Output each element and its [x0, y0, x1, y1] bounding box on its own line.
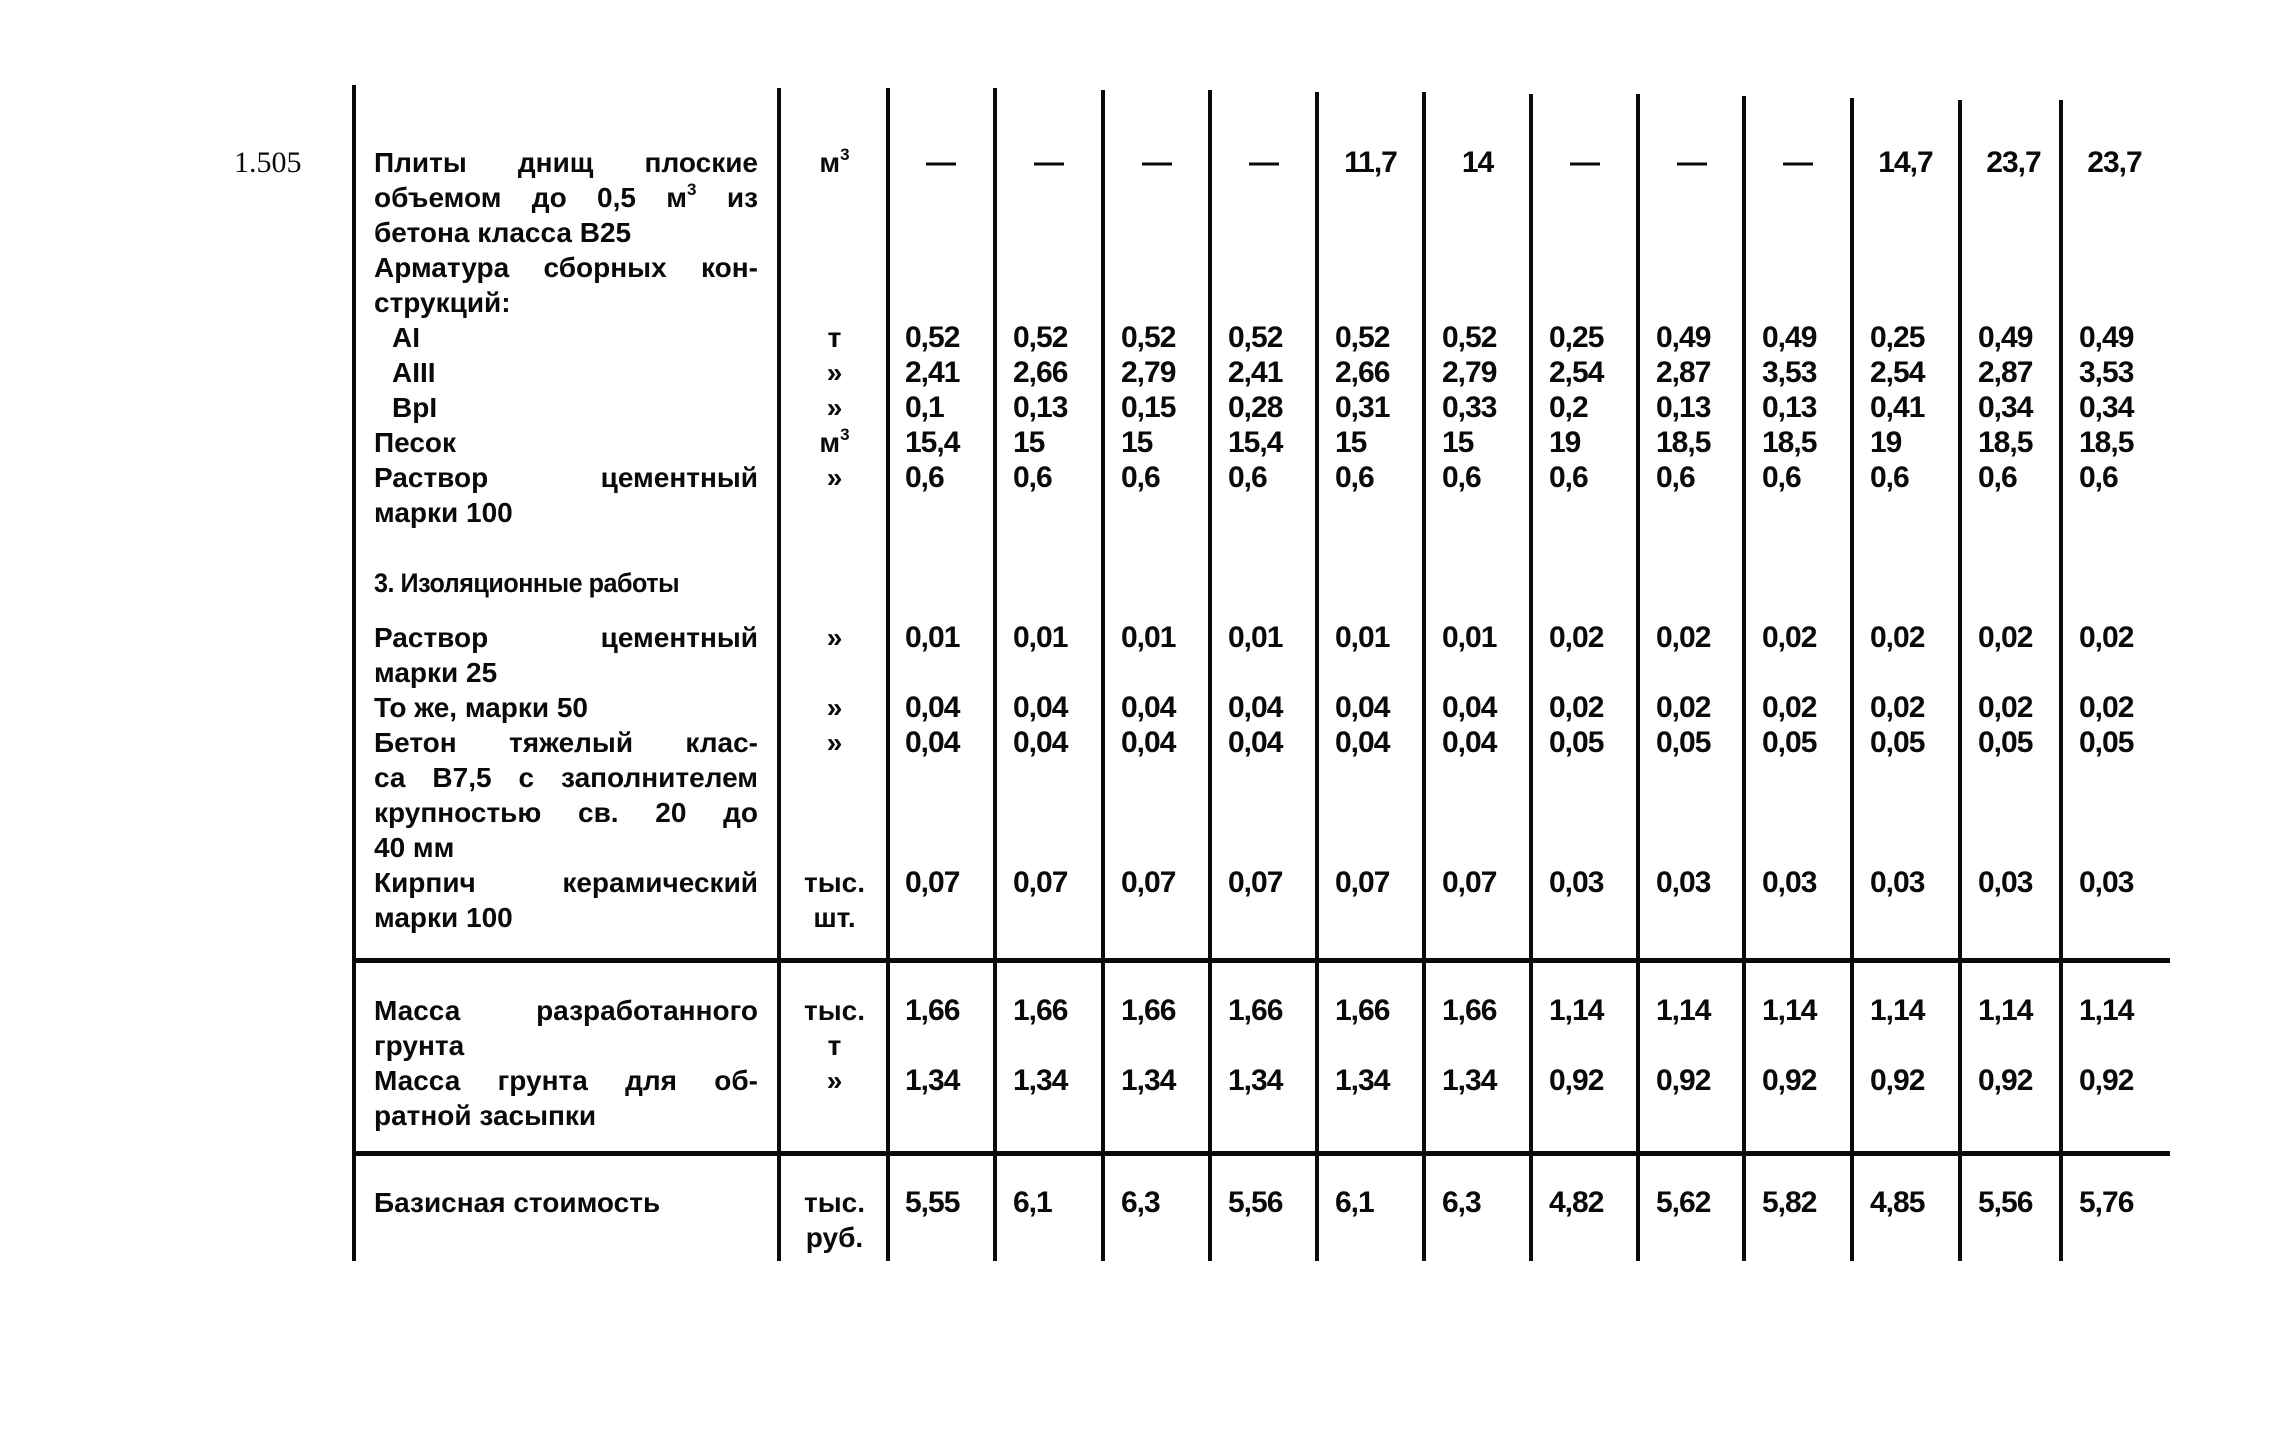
row-sand-value: 15	[1121, 426, 1153, 459]
description-line: Песок	[374, 427, 457, 458]
row-mortar-100-value: 0,6	[1870, 461, 1909, 494]
row-base-cost-value: 6,1	[1013, 1186, 1052, 1219]
description-line: Масса разработанного	[374, 995, 758, 1026]
row-brick-value: 0,03	[1549, 866, 1604, 899]
row-mortar-100-value: 0,6	[2079, 461, 2118, 494]
row-soil-backfill-value: 1,34	[1335, 1064, 1390, 1097]
row-base-cost-value: 5,56	[1978, 1186, 2033, 1219]
row-base-cost-value: 6,1	[1335, 1186, 1374, 1219]
row-concrete-value: 0,04	[1442, 726, 1497, 759]
row-brick-value: 0,03	[2079, 866, 2134, 899]
row-mortar-100-value: 0,6	[1335, 461, 1374, 494]
unit-soil-2: т	[827, 1030, 842, 1061]
row-rebar-ai-value: 0,25	[1549, 321, 1604, 354]
row-base-cost-value: 5,76	[2079, 1186, 2134, 1219]
row-base-cost-value: 5,55	[905, 1186, 960, 1219]
row-base-cost-value: 6,3	[1442, 1186, 1481, 1219]
unit-backfill: »	[826, 1065, 843, 1096]
row-sand-value: 18,5	[2079, 426, 2134, 459]
row-soil-excavated-value: 1,66	[1335, 994, 1390, 1027]
row-soil-backfill-value: 1,34	[1442, 1064, 1497, 1097]
row-rebar-ai-value: 0,49	[2079, 321, 2134, 354]
row-sand-value: 15,4	[1228, 426, 1283, 459]
description-soil	[374, 993, 758, 1133]
row-soil-excavated-value: 1,66	[1013, 994, 1068, 1027]
description-column-border	[777, 88, 781, 1261]
row-sand-value: 18,5	[1978, 426, 2033, 459]
row-slabs-value: 23,7	[2087, 146, 2142, 179]
row-rebar-bpi-value: 0,28	[1228, 391, 1283, 424]
row-slabs-value: —	[1034, 146, 1063, 179]
description-line: крупностью св. 20 до	[374, 797, 758, 828]
row-rebar-bpi-value: 0,2	[1549, 391, 1588, 424]
row-rebar-aiii-value: 2,41	[905, 356, 960, 389]
row-mortar-100-value: 0,6	[1442, 461, 1481, 494]
row-brick-value: 0,07	[1228, 866, 1283, 899]
row-sand-value: 18,5	[1656, 426, 1711, 459]
description-line: струкций:	[374, 287, 511, 318]
row-sand-value: 19	[1549, 426, 1581, 459]
row-rebar-ai-value: 0,49	[1978, 321, 2033, 354]
unit-slabs: $м^3$	[819, 145, 850, 178]
description-line: ратной засыпки	[374, 1100, 597, 1131]
row-sand-value: 19	[1870, 426, 1902, 459]
row-soil-backfill-value: 1,34	[905, 1064, 960, 1097]
description-line: Бетон тяжелый клас-	[374, 727, 758, 758]
row-rebar-aiii-value: 2,79	[1442, 356, 1497, 389]
row-mortar-50-value: 0,02	[1549, 691, 1604, 724]
row-soil-excavated-value: 1,66	[1228, 994, 1283, 1027]
unit-cost-1: тыс.	[804, 1187, 865, 1218]
row-soil-excavated-value: 1,14	[2079, 994, 2134, 1027]
description-line: грунта	[374, 1030, 465, 1061]
row-mortar-25-value: 0,02	[2079, 621, 2134, 654]
row-mortar-50-value: 0,02	[1762, 691, 1817, 724]
row-mortar-25-value: 0,02	[1549, 621, 1604, 654]
description-line: Кирпич керамический	[374, 867, 758, 898]
row-rebar-ai-value: 0,25	[1870, 321, 1925, 354]
row-mortar-50-value: 0,04	[1335, 691, 1390, 724]
unit-rebar-aiii: »	[826, 357, 843, 388]
row-rebar-ai-value: 0,49	[1762, 321, 1817, 354]
row-mortar-25-value: 0,01	[1013, 621, 1068, 654]
row-base-cost-value: 5,82	[1762, 1186, 1817, 1219]
row-soil-backfill-value: 0,92	[1656, 1064, 1711, 1097]
row-mortar-100-value: 0,6	[1656, 461, 1695, 494]
row-mortar-50-value: 0,04	[1121, 691, 1176, 724]
row-mortar-25-value: 0,01	[1335, 621, 1390, 654]
row-rebar-aiii-value: 2,54	[1549, 356, 1604, 389]
row-concrete-value: 0,05	[1549, 726, 1604, 759]
unit-concrete: »	[826, 727, 843, 758]
row-brick-value: 0,03	[1762, 866, 1817, 899]
row-soil-excavated-value: 1,14	[1762, 994, 1817, 1027]
row-rebar-bpi-value: 0,34	[1978, 391, 2033, 424]
description-line: са В7,5 с заполнителем	[374, 762, 758, 793]
row-slabs-value: —	[1142, 146, 1171, 179]
row-mortar-25-value: 0,01	[1442, 621, 1497, 654]
unit-brick-1: тыс.	[804, 867, 865, 898]
row-rebar-bpi-value: 0,34	[2079, 391, 2134, 424]
row-brick-value: 0,03	[1978, 866, 2033, 899]
row-soil-backfill-value: 0,92	[1762, 1064, 1817, 1097]
row-concrete-value: 0,05	[1978, 726, 2033, 759]
row-rebar-bpi-value: 0,15	[1121, 391, 1176, 424]
description-insulation	[374, 620, 758, 935]
row-mortar-50-value: 0,04	[905, 691, 960, 724]
row-soil-backfill-value: 0,92	[2079, 1064, 2134, 1097]
description-line: BpI	[392, 392, 438, 423]
row-rebar-bpi-value: 0,1	[905, 391, 944, 424]
section-heading: 3. Изоляционные работы	[374, 568, 680, 598]
row-mortar-25-value: 0,01	[1121, 621, 1176, 654]
row-brick-value: 0,07	[905, 866, 960, 899]
row-rebar-bpi-value: 0,33	[1442, 391, 1497, 424]
row-mortar-100-value: 0,6	[1013, 461, 1052, 494]
row-soil-backfill-value: 1,34	[1228, 1064, 1283, 1097]
row-mortar-100-value: 0,6	[1978, 461, 2017, 494]
row-mortar-25-value: 0,02	[1762, 621, 1817, 654]
description-line: объемом до 0,5 $м^3$ из	[374, 180, 758, 213]
description-line: AIII	[392, 357, 436, 388]
row-soil-excavated-value: 1,14	[1549, 994, 1604, 1027]
row-concrete-value: 0,05	[2079, 726, 2134, 759]
row-rebar-ai-value: 0,52	[1013, 321, 1068, 354]
row-slabs-value: —	[926, 146, 955, 179]
description-line: Раствор цементный	[374, 462, 758, 493]
row-slabs-value: —	[1677, 146, 1706, 179]
row-rebar-ai-value: 0,52	[1442, 321, 1497, 354]
row-slabs-value: 14,7	[1878, 146, 1933, 179]
row-soil-excavated-value: 1,66	[1442, 994, 1497, 1027]
row-slabs-value: 23,7	[1986, 146, 2041, 179]
row-mortar-50-value: 0,02	[2079, 691, 2134, 724]
unit-mortar-50: »	[826, 692, 843, 723]
row-mortar-50-value: 0,04	[1228, 691, 1283, 724]
row-rebar-ai-value: 0,52	[1228, 321, 1283, 354]
row-soil-excavated-value: 1,14	[1656, 994, 1711, 1027]
row-rebar-bpi-value: 0,41	[1870, 391, 1925, 424]
row-brick-value: 0,07	[1335, 866, 1390, 899]
description-line: Базисная стоимость	[374, 1187, 661, 1218]
description-line: Плиты днищ плоские	[374, 147, 758, 178]
row-rebar-ai-value: 0,52	[905, 321, 960, 354]
row-rebar-aiii-value: 2,41	[1228, 356, 1283, 389]
description-line: марки 100	[374, 902, 513, 933]
row-rebar-bpi-value: 0,31	[1335, 391, 1390, 424]
unit-mortar-25: »	[826, 622, 843, 653]
row-brick-value: 0,03	[1656, 866, 1711, 899]
row-concrete-value: 0,05	[1762, 726, 1817, 759]
soil-section-rule	[352, 958, 2170, 963]
row-sand-value: 15	[1335, 426, 1367, 459]
row-mortar-50-value: 0,02	[1978, 691, 2033, 724]
row-mortar-50-value: 0,02	[1656, 691, 1711, 724]
row-rebar-aiii-value: 2,87	[1978, 356, 2033, 389]
row-sand-value: 18,5	[1762, 426, 1817, 459]
row-mortar-25-value: 0,02	[1978, 621, 2033, 654]
row-brick-value: 0,07	[1013, 866, 1068, 899]
row-slabs-value: —	[1570, 146, 1599, 179]
description-line: Масса грунта для об-	[374, 1065, 758, 1096]
row-soil-excavated-value: 1,14	[1870, 994, 1925, 1027]
row-mortar-100-value: 0,6	[1549, 461, 1588, 494]
cost-section-rule	[352, 1151, 2170, 1156]
row-mortar-50-value: 0,04	[1442, 691, 1497, 724]
row-rebar-aiii-value: 2,66	[1335, 356, 1390, 389]
description-line: бетона класса В25	[374, 217, 632, 248]
row-mortar-50-value: 0,04	[1013, 691, 1068, 724]
row-soil-backfill-value: 1,34	[1121, 1064, 1176, 1097]
row-rebar-aiii-value: 2,87	[1656, 356, 1711, 389]
row-concrete-value: 0,04	[1228, 726, 1283, 759]
row-sand-value: 15	[1013, 426, 1045, 459]
row-concrete-value: 0,05	[1656, 726, 1711, 759]
row-rebar-aiii-value: 3,53	[2079, 356, 2134, 389]
description-line: марки 25	[374, 657, 498, 688]
row-mortar-100-value: 0,6	[1121, 461, 1160, 494]
row-mortar-100-value: 0,6	[1228, 461, 1267, 494]
row-rebar-aiii-value: 2,79	[1121, 356, 1176, 389]
row-base-cost-value: 4,82	[1549, 1186, 1604, 1219]
row-brick-value: 0,03	[1870, 866, 1925, 899]
row-soil-backfill-value: 0,92	[1549, 1064, 1604, 1097]
description-cost	[374, 1185, 758, 1220]
row-soil-excavated-value: 1,66	[1121, 994, 1176, 1027]
row-mortar-100-value: 0,6	[905, 461, 944, 494]
row-rebar-aiii-value: 3,53	[1762, 356, 1817, 389]
row-mortar-25-value: 0,01	[905, 621, 960, 654]
row-rebar-ai-value: 0,49	[1656, 321, 1711, 354]
row-concrete-value: 0,04	[1121, 726, 1176, 759]
row-rebar-aiii-value: 2,66	[1013, 356, 1068, 389]
row-rebar-aiii-value: 2,54	[1870, 356, 1925, 389]
row-soil-excavated-value: 1,66	[905, 994, 960, 1027]
row-rebar-bpi-value: 0,13	[1656, 391, 1711, 424]
row-concrete-value: 0,04	[905, 726, 960, 759]
unit-rebar-ai: т	[827, 322, 842, 353]
row-code: 1.505	[234, 146, 302, 179]
row-sand-value: 15,4	[905, 426, 960, 459]
row-base-cost-value: 5,62	[1656, 1186, 1711, 1219]
unit-brick-2: шт.	[813, 902, 856, 933]
row-concrete-value: 0,05	[1870, 726, 1925, 759]
description-line: марки 100	[374, 497, 513, 528]
row-soil-backfill-value: 0,92	[1978, 1064, 2033, 1097]
row-brick-value: 0,07	[1442, 866, 1497, 899]
unit-sand: $м^3$	[819, 425, 850, 458]
row-slabs-value: 14	[1461, 146, 1494, 179]
row-mortar-25-value: 0,01	[1228, 621, 1283, 654]
row-slabs-value: —	[1783, 146, 1812, 179]
unit-rebar-bpi: »	[826, 392, 843, 423]
row-concrete-value: 0,04	[1335, 726, 1390, 759]
description-line: AI	[392, 322, 420, 353]
row-base-cost-value: 4,85	[1870, 1186, 1925, 1219]
row-rebar-ai-value: 0,52	[1121, 321, 1176, 354]
row-mortar-100-value: 0,6	[1762, 461, 1801, 494]
row-mortar-25-value: 0,02	[1656, 621, 1711, 654]
row-rebar-bpi-value: 0,13	[1013, 391, 1068, 424]
row-sand-value: 15	[1442, 426, 1474, 459]
row-soil-backfill-value: 1,34	[1013, 1064, 1068, 1097]
row-slabs-value: —	[1249, 146, 1278, 179]
description-line: Раствор цементный	[374, 622, 758, 653]
row-base-cost-value: 6,3	[1121, 1186, 1160, 1219]
row-brick-value: 0,07	[1121, 866, 1176, 899]
description-line: Арматура сборных кон-	[374, 252, 758, 283]
row-rebar-ai-value: 0,52	[1335, 321, 1390, 354]
description-line: 40 мм	[374, 832, 455, 863]
row-soil-backfill-value: 0,92	[1870, 1064, 1925, 1097]
unit-soil-1: тыс.	[804, 995, 865, 1026]
description-slabs	[374, 145, 758, 530]
row-slabs-value: 11,7	[1344, 146, 1397, 179]
description-line: То же, марки 50	[374, 692, 589, 723]
unit-cost-2: руб.	[805, 1222, 864, 1253]
table-left-border	[352, 85, 356, 1261]
row-base-cost-value: 5,56	[1228, 1186, 1283, 1219]
unit-mortar-100: »	[826, 462, 843, 493]
row-soil-excavated-value: 1,14	[1978, 994, 2033, 1027]
row-mortar-25-value: 0,02	[1870, 621, 1925, 654]
row-rebar-bpi-value: 0,13	[1762, 391, 1817, 424]
row-concrete-value: 0,04	[1013, 726, 1068, 759]
row-mortar-50-value: 0,02	[1870, 691, 1925, 724]
